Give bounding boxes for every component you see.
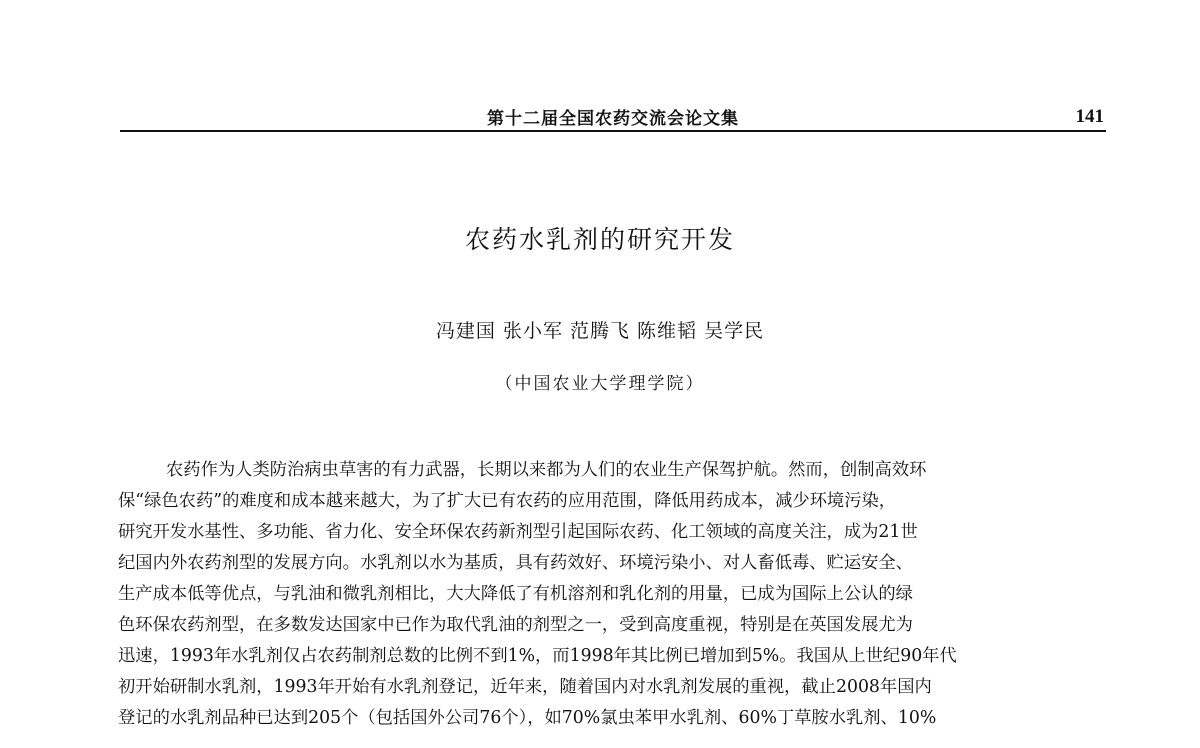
running-header xyxy=(120,104,1106,132)
body-line: 色环保农药剂型，在多数发达国家中已作为取代乳油的剂型之一，受到高度重视，特别是在英国发展尤为 xyxy=(118,615,913,635)
body-line: 登记的水乳剂品种已达到205个（包括国外公司76个），如70%氯虫苯甲水乳剂、60%丁草胺水乳剂、10% xyxy=(118,708,937,728)
body-line: 研究开发水基性、多功能、省力化、安全环保农药新剂型引起国际农药、化工领域的高度关注，成为21世 xyxy=(118,522,918,542)
running-title: 第十二届全国农药交流会论文集 xyxy=(487,109,739,129)
article-title: 农药水乳剂的研究开发 xyxy=(464,225,735,254)
body-line: 保“绿色农药”的难度和成本越来越大，为了扩大已有农药的应用范围，降低用药成本，减少环境污染， xyxy=(118,491,897,511)
body-line: 初开始研制水乳剂，1993年开始有水乳剂登记，近年来，随着国内对水乳剂发展的重视，截止2008年国内 xyxy=(118,677,932,697)
affiliation: （中国农业大学理学院） xyxy=(495,374,705,394)
page-number: 141 xyxy=(1075,106,1104,127)
body-line: 纪国内外农药剂型的发展方向。水乳剂以水为基质，具有药效好、环境污染小、对人畜低毒、贮运安全、 xyxy=(118,553,913,573)
body-line: 农药作为人类防治病虫草害的有力武器，长期以来都为人们的农业生产保驾护航。然而，创制高效环 xyxy=(166,460,927,480)
body-paragraph xyxy=(118,455,1108,734)
author-list: 冯建国 张小军 范腾飞 陈维韬 吴学民 xyxy=(435,320,765,342)
body-line: 迅速，1993年水乳剂仅占农药制剂总数的比例不到1%，而1998年其比例已增加到5%。我国从上世纪90年代 xyxy=(118,646,957,666)
body-line: 生产成本低等优点，与乳油和微乳剂相比，大大降低了有机溶剂和乳化剂的用量，已成为国际上公认的绿 xyxy=(118,584,913,604)
